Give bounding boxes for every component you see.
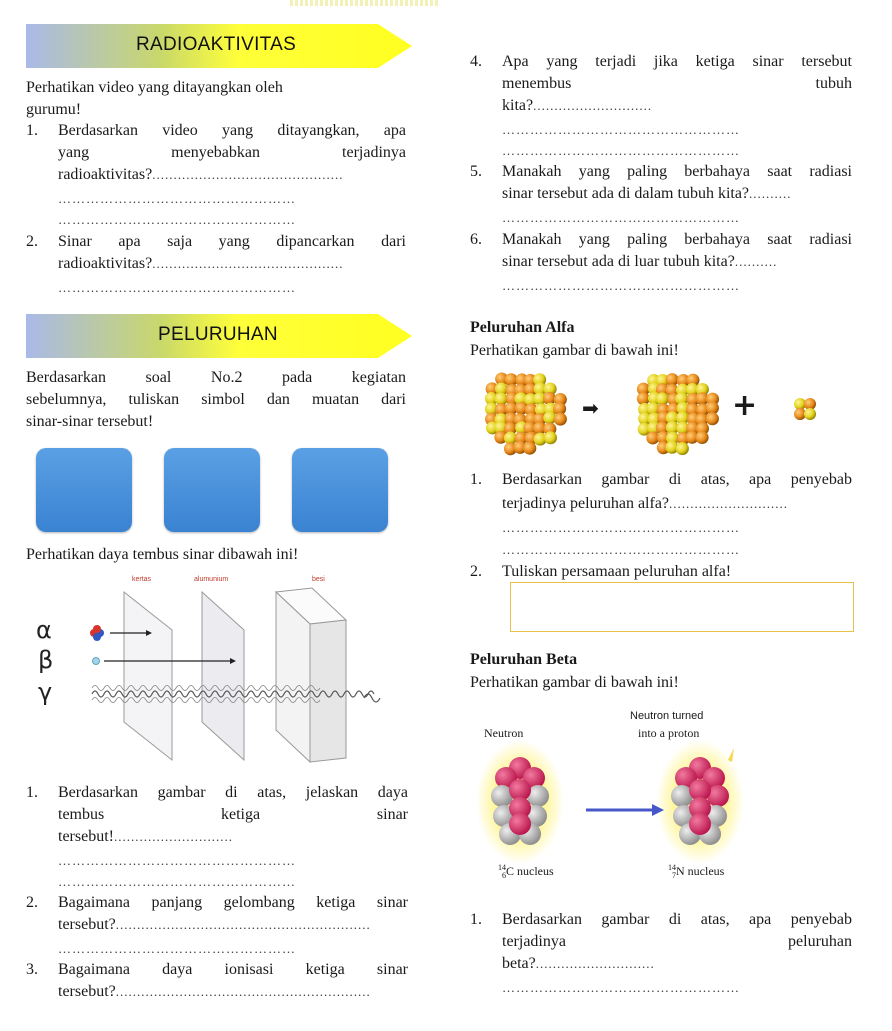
n-mass-number: 14 — [668, 863, 676, 873]
radio-q4-number: 4. — [470, 53, 482, 70]
label-gamma: γ — [38, 678, 53, 706]
answer-line[interactable]: …………………………………………… — [58, 853, 296, 868]
beta-decay-figure — [478, 700, 778, 890]
label-alpha: α — [36, 616, 52, 644]
answer-blank[interactable]: .......... — [749, 186, 792, 201]
answer-line[interactable]: …………………………………………… — [58, 191, 296, 206]
answer-line[interactable]: …………………………………………… — [58, 212, 296, 227]
pel-q2-number: 2. — [26, 894, 38, 911]
answer-line[interactable]: …………………………………………… — [58, 874, 296, 889]
alfa-q1-line2 — [502, 494, 788, 514]
radio-q1-line1: Berdasarkan video yang ditayangkan, apa — [58, 122, 406, 139]
label-beta: β — [38, 646, 54, 674]
answer-line[interactable]: …………………………………………… — [58, 280, 296, 295]
label-besi: besi — [312, 576, 325, 583]
pel-q1-line3 — [58, 827, 233, 847]
nucleon — [689, 813, 711, 835]
peluruhan-intro-line1: Berdasarkan soal No.2 pada kegiatan — [26, 369, 406, 386]
peluruhan-intro-line2: sebelumnya, tuliskan simbol dan muatan dari — [26, 391, 406, 408]
answer-line[interactable]: …………………………………………… — [58, 941, 296, 956]
nucleon — [706, 412, 719, 425]
pel-q3-line2-text: tersebut? — [58, 983, 116, 1000]
nucleon — [509, 813, 531, 835]
peluruhan-intro-line3: sinar-sinar tersebut! — [26, 413, 154, 430]
alfa-arrow: ➡ — [582, 396, 599, 420]
penetration-figure — [34, 574, 394, 770]
daya-tembus-title: Perhatikan daya tembus sinar dibawah ini! — [26, 546, 299, 563]
label-kertas: kertas — [132, 576, 152, 583]
n-atomic-number: 7 — [672, 871, 676, 881]
peluruhan-title: PELURUHAN — [158, 324, 278, 345]
radio-q1-line3-text: radioaktivitas? — [58, 166, 153, 183]
pel-q2-line2 — [58, 915, 371, 935]
radio-q4-line3 — [502, 96, 652, 116]
radio-q4-line1: Apa yang terjadi jika ketiga sinar tersebut — [502, 53, 852, 70]
beta-q1-line2: terjadinya peluruhan — [502, 933, 852, 950]
radio-q1-number: 1. — [26, 122, 38, 139]
answer-blank[interactable]: ............................ — [113, 829, 233, 844]
answer-line[interactable]: …………………………………………… — [502, 980, 740, 995]
pel-q2-line1: Bagaimana panjang gelombang ketiga sinar — [58, 894, 408, 911]
pel-q2-line2-text: tersebut? — [58, 916, 116, 933]
radio-q5-number: 5. — [470, 163, 482, 180]
beta-q1-number: 1. — [470, 911, 482, 928]
alfa-q1-line1: Berdasarkan gambar di atas, apa penyebab — [502, 471, 852, 488]
radio-intro-2: gurumu! — [26, 101, 82, 118]
answer-blank[interactable]: ............................ — [533, 98, 653, 113]
beta-label-turned-2: into a proton — [638, 726, 700, 740]
pel-q3-line2 — [58, 982, 371, 1002]
beta-label-turned-1: Neutron turned — [630, 710, 704, 722]
radio-q5-line1: Manakah yang paling berbahaya saat radiasi — [502, 163, 852, 180]
radio-q2-number: 2. — [26, 233, 38, 250]
beta-label-c — [498, 864, 554, 880]
alfa-q1-line2-text: terjadinya peluruhan alfa? — [502, 495, 670, 512]
alfa-q2-number: 2. — [470, 563, 482, 580]
beta-label-neutron: Neutron — [484, 726, 524, 740]
radio-q6-line2 — [502, 252, 777, 272]
alfa-equation-box[interactable] — [510, 582, 854, 632]
radio-q4-line2: menembus tubuh — [502, 75, 852, 92]
pel-q1-line3-text: tersebut! — [58, 828, 114, 845]
pel-q1-line1: Berdasarkan gambar di atas, jelaskan daya — [58, 784, 408, 801]
radio-q2-line1: Sinar apa saja yang dipancarkan dari — [58, 233, 406, 250]
radio-q6-line2-text: sinar tersebut ada di luar tubuh kita? — [502, 253, 735, 270]
c-mass-number: 14 — [498, 863, 506, 873]
beta-title: Peluruhan Beta — [470, 651, 578, 668]
pel-q3-number: 3. — [26, 961, 38, 978]
answer-line[interactable]: …………………………………………… — [502, 210, 740, 225]
radio-q2-line2 — [58, 254, 343, 274]
answer-line[interactable]: …………………………………………… — [502, 278, 740, 293]
pel-q1-line2: tembus ketiga sinar — [58, 806, 408, 823]
answer-blank[interactable]: .......... — [734, 254, 778, 269]
answer-blank[interactable]: ............................ — [535, 956, 655, 971]
answer-line[interactable]: …………………………………………… — [502, 143, 740, 158]
radio-q6-line1: Manakah yang paling berbahaya saat radiasi — [502, 231, 852, 248]
answer-blank[interactable]: ............................................................ — [115, 984, 371, 999]
nucleon — [544, 431, 557, 444]
radio-q5-line2-text: sinar tersebut ada di dalam tubuh kita? — [502, 185, 750, 202]
alfa-q1-number: 1. — [470, 471, 482, 488]
answer-line[interactable]: …………………………………………… — [502, 520, 740, 535]
c-nucleus-text: C nucleus — [506, 864, 554, 878]
radioaktivitas-banner — [26, 22, 416, 70]
radio-intro-1: Perhatikan video yang ditayangkan oleh — [26, 79, 283, 96]
c-atomic-number: 6 — [502, 871, 506, 881]
radio-q1-line3 — [58, 165, 343, 185]
nucleon — [554, 413, 567, 426]
beta-label-n — [668, 864, 724, 880]
symbol-box-gamma[interactable] — [292, 448, 388, 532]
alpha-decay-figure — [474, 362, 844, 458]
beta-intro: Perhatikan gambar di bawah ini! — [470, 674, 679, 691]
beta-q1-line1: Berdasarkan gambar di atas, apa penyebab — [502, 911, 852, 928]
peluruhan-banner — [26, 312, 416, 360]
radio-q6-number: 6. — [470, 231, 482, 248]
answer-line[interactable]: …………………………………………… — [502, 122, 740, 137]
nucleon — [804, 408, 816, 420]
answer-blank[interactable]: ............................ — [669, 496, 789, 511]
pel-q3-line1: Bagaimana daya ionisasi ketiga sinar — [58, 961, 408, 978]
answer-blank[interactable]: ............................................. — [152, 256, 344, 271]
radio-q2-line2-text: radioaktivitas? — [58, 255, 153, 272]
answer-blank[interactable]: ............................................................ — [115, 917, 371, 932]
beta-q1-line3-text: beta? — [502, 955, 536, 972]
alfa-q2-line1: Tuliskan persamaan peluruhan alfa! — [502, 563, 732, 580]
symbol-box-alpha[interactable] — [36, 448, 132, 532]
radio-q4-line3-text: kita? — [502, 97, 534, 114]
pel-q1-number: 1. — [26, 784, 38, 801]
alfa-plus: + — [732, 388, 758, 423]
alfa-intro: Perhatikan gambar di bawah ini! — [470, 342, 679, 359]
beta-q1-line3 — [502, 954, 655, 974]
radioaktivitas-title: RADIOAKTIVITAS — [136, 34, 297, 55]
nucleon — [523, 442, 536, 455]
radio-q5-line2 — [502, 184, 792, 204]
alfa-title: Peluruhan Alfa — [470, 319, 575, 336]
nucleon — [676, 442, 689, 455]
answer-line[interactable]: …………………………………………… — [502, 542, 740, 557]
symbol-box-beta[interactable] — [164, 448, 260, 532]
nucleon — [696, 431, 709, 444]
top-decoration — [290, 0, 440, 6]
answer-blank[interactable]: ............................................. — [152, 167, 344, 182]
label-alumunium: alumunium — [194, 576, 229, 583]
n-nucleus-text: N nucleus — [676, 864, 725, 878]
radio-q1-line2: yang menyebabkan terjadinya — [58, 144, 406, 161]
